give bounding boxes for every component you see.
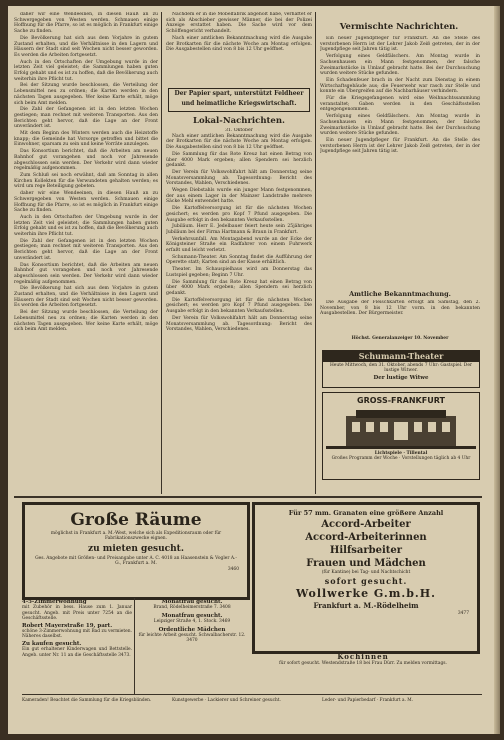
official-notice-body <box>320 300 480 330</box>
classified-text: Brand, Rödelheimerstraße 7. 3408 <box>153 605 231 611</box>
middle-column-top <box>166 12 312 86</box>
classified-text: Ein gut erhaltener Kinderwagen und Bettstelle. Angeb. unter Nr. 11 an die Geschäftsstelle 3473. <box>22 647 132 658</box>
middle-paragraph: Die Sammlung für das Rote Kreuz hat einen Betrag von über 4000 Mark ergeben; allen Spendern sei herzlich gedankt. <box>166 279 312 296</box>
workers-wanted-ad <box>252 502 480 654</box>
large-rooms-title: Große Räume <box>70 510 202 530</box>
workers-line5: Frauen und Mädchen <box>306 558 426 569</box>
large-rooms-line2: zu mieten gesucht. <box>88 543 184 554</box>
classified-text: schöne 3-Zimmerwohnung mit Bad zu vermieten. Näheres daselbst. <box>22 629 132 640</box>
middle-top-paragraph: Nach einer amtlichen Bekanntmachung wird die Ausgabe der Brotkarten für die nächste Woche am Montag erfolgen. Die Ausgabestellen sind von 8 bis 12 Uhr geöffnet. <box>166 35 312 53</box>
middle-top-paragraph: Nachdem er in die Möbelfabrik abgeholt habe, verhaftet er sich als Abschieber gewisser Männer, die bei der Polizei Anzeige erstattet haben. Die Sache wird vor dem Schöffengericht verhandelt. <box>166 12 312 35</box>
workers-company: Wollwerke G.m.b.H. <box>296 587 436 601</box>
left-column <box>14 12 158 494</box>
classified-head: Monatfrau gesucht. <box>161 600 223 605</box>
right-paragraph: Verfolgung eines Geldfälschers. Am Montag wurde in Sachsenhausen ein Mann festgenommen, der falsche Zweimarkstücke in Umlauf gebracht hatte. Bei der Durchsuchung wurden weitere Stücke gefunden. <box>320 114 480 137</box>
schumann-theater-ad <box>322 350 480 388</box>
large-rooms-code: 3460 <box>227 566 239 572</box>
left-paragraph: Mit dem Beginn des Winters werden auch die Heizstoffe knapp; die Gemeinde hat Vorsorge getroffen und bittet die Einwohner, sparsam zu sein und keine Vorräte anzulegen. <box>14 131 158 148</box>
classified-head: Ordentliche Mädchen <box>158 626 226 633</box>
classified-head: Köchinnen <box>337 652 389 661</box>
workers-line7: sofort gesucht. <box>324 576 408 587</box>
middle-paragraph: Nach einer amtlichen Bekanntmachung wird die Ausgabe der Brotkarten für die nächste Woche am Montag erfolgen. Die Ausgabestellen sind von 8 bis 12 Uhr geöffnet. <box>166 133 312 151</box>
left-paragraph: daher wir eine Wendeeinen, in diesen Hauß an zu Schwergegeben von Westen werden. Schmauen einige Hoffnung für die Pfarre, so ist es möglich in Frankfurt einige Sache zu finden. <box>14 191 158 214</box>
left-paragraph: Die Bevölkerung hat sich aus dem Vorjahre in gutem Zustand erhalten, und die Verhältnisse in den Lagern und Häusern der Stadt sind seit Wochen nicht besser geworden. Es werden die Arbeiten fortgesetzt. <box>14 286 158 309</box>
workers-city: Frankfurt a. M.-Rödelheim <box>313 601 419 611</box>
large-rooms-line1: möglichst in Frankfurt a. M.-West, welche sich als Expeditionsraum oder für Fabrikationszwecke eignen. <box>50 531 222 542</box>
classified-head: Robert Mayerstraße 19, part. <box>22 622 113 629</box>
theater-title: Schumann-Theater <box>323 351 479 362</box>
cinema-title: GROSS-FRANKFURT <box>357 396 445 405</box>
paper-saving-notice-text: Der Papier spart, unterstützt Feldheer und heimatliche Kriegswirtschaft. <box>174 90 304 107</box>
left-paragraph: daher wir eine Wendeeinen, in diesen Hauß an zu Schwergegeben von Westen werden. Schmauen einige Hoffnung für die Pfarre, so ist es möglich in Frankfurt einige Sache zu finden. <box>14 12 158 35</box>
right-paragraph: Ein Schadenfeuer brach in der Nacht zum Dienstag in einem Wirtschaftsgebäude aus; die Feuerwehr war rasch zur Stelle und konnte ein Übergreifen auf die Nachbarhäuser verhindern. <box>320 77 480 95</box>
middle-paragraph: Die Sammlung für das Rote Kreuz hat einen Betrag von über 4000 Mark ergeben; allen Spendern sei herzlich gedankt. <box>166 151 312 169</box>
left-paragraph: Zum Schluß sei noch erwähnt, daß am Sonntag in allen Kirchen Kollekten für die Verwundeten gehalten werden; es wird um rege Beteiligung gebeten. <box>14 172 158 190</box>
middle-paragraph: Die Kartoffelversorgung ist für die nächsten Wochen gesichert; es werden pro Kopf 7 Pfund ausgegeben. Die Ausgabe erfolgt in den bekannten Verkaufsstellen. <box>166 206 312 223</box>
newspaper-page <box>8 6 500 734</box>
left-paragraph: Bei der Sitzung wurde beschlossen, die Verteilung der Lebensmittel neu zu ordnen; die Karten werden in den nächsten Tagen ausgegeben. Wer keine Karte erhält, möge sich beim Amt melden. <box>14 83 158 106</box>
misc-news-heading: Vermischte Nachrichten. <box>339 22 459 32</box>
classified-text: für sofort gesucht. Westendstraße 18 bei Frau Dürr. Zu melden vormittags. <box>279 661 447 666</box>
middle-paragraph: Wegen Diebstahls wurde ein junger Mann festgenommen, der aus einem Lager in der Mainzer Landstraße mehrere Säcke Mehl entwendet hatte. <box>166 188 312 205</box>
page-binding-edge <box>494 6 500 734</box>
classified-head: Monatfrau gesucht. <box>161 612 223 619</box>
bottom-strip-left: Kameraden! Beachtet die Sammlung für die Kriegsblinden. <box>22 698 152 703</box>
right-column-body <box>320 36 480 286</box>
cinema-ad <box>322 392 480 480</box>
bottom-strip <box>22 696 492 734</box>
cinema-building-illustration <box>326 406 476 450</box>
left-paragraph: Die Bevölkerung hat sich aus dem Vorjahre in gutem Zustand erhalten, und die Verhältnisse in den Lagern und Häusern der Stadt sind seit Wochen nicht besser geworden. Es werden die Arbeiten fortgesetzt. <box>14 35 158 58</box>
paper-saving-notice <box>168 88 310 112</box>
cinema-subtitle: Lichtspiele · Tillental <box>374 451 428 456</box>
left-paragraph: Das Konsortium berichtet, daß die Arbeiten am neuen Bahnhof gut vorangehen und noch vor Jahresende abgeschlossen sein werden. Der Verkehr wird dann wieder regelmäßig aufgenommen. <box>14 149 158 172</box>
middle-paragraph: Jubiläum. Herr E. Jedelbauer feiert heute sein 25jähriges Jubiläum bei der Firma Hartmann & Braun in Frankfurt. <box>166 224 312 235</box>
left-paragraph: Auch in den Ortschaften der Umgebung wurde in der letzten Zeit viel geleistet; die Sammlungen haben guten Erfolg gehabt und es ist zu hoffen, daß die Bevölkerung auch weiterhin ihre Pflicht tut. <box>14 59 158 82</box>
large-rooms-ad <box>22 502 250 600</box>
official-notice-text: Die Ausgabe der Fleischkarten erfolgt am Samstag, den 2. November, von 8 bis 12 Uhr vorm. in den bekannten Ausgabestellen. Der Bürgermeister. <box>320 300 480 317</box>
section-rule <box>22 694 482 695</box>
right-paragraph: Ein neuer Jugendpfleger für Frankfurt. An die Stelle des verstorbenen Herrn ist der Lehrer Jakob Zeiß getreten, der in der Jugendpflege seit Jahren tätig ist. <box>320 137 480 155</box>
left-paragraph: Die Zahl der Gefangenen ist in den letzten Wochen gestiegen; man rechnet mit weiteren Transporten. Aus den Berichten geht hervor, daß die Lage an der Front unverändert ist. <box>14 238 158 261</box>
middle-paragraph: Theater. Im Schauspielhaus wird am Donnerstag das Lustspiel gegeben; Beginn 7 Uhr. <box>166 267 312 278</box>
classifieds-right <box>254 652 472 694</box>
classified-text: für leichte Arbeit gesucht. Schwalbacherstr. 12. 3470 <box>138 633 246 644</box>
bottom-strip-right: Leder- und Papierbedarf · Frankfurt a. M. <box>322 698 414 703</box>
bottom-strip-middle: Kunstgewerbe · Lackierer und Schreiner gesucht. <box>172 698 281 703</box>
workers-line2: Accord-Arbeiter <box>321 519 411 530</box>
section-rule <box>14 496 482 498</box>
left-paragraph: Das Konsortium berichtet, daß die Arbeiten am neuen Bahnhof gut vorangehen und noch vor Jahresende abgeschlossen sein werden. Der Verkehr wird dann wieder regelmäßig aufgenommen. <box>14 262 158 285</box>
column-rule <box>134 598 135 694</box>
middle-paragraph: Der Verein für Volkswohlfahrt hält am Donnerstag seine Monatsversammlung ab. Tagesordnung: Bericht des Vorstandes, Wahlen, Verschiedenes. <box>166 315 312 333</box>
left-paragraph: Bei der Sitzung wurde beschlossen, die Verteilung der Lebensmittel neu zu ordnen; die Karten werden in den nächsten Tagen ausgegeben. Wer keine Karte erhält, möge sich beim Amt melden. <box>14 310 158 333</box>
right-paragraph: Für die Kriegsgefangenen wird eine Weihnachtssammlung veranstaltet; Gaben werden in den Geschäftsstellen entgegengenommen. <box>320 96 480 113</box>
local-news-dateline: 31. Oktober <box>225 128 253 133</box>
middle-paragraph: Die Kartoffelversorgung ist für die nächsten Wochen gesichert; es werden pro Kopf 7 Pfund ausgegeben. Die Ausgabe erfolgt in den bekannten Verkaufsstellen. <box>166 297 312 315</box>
local-news-heading: Lokal-Nachrichten. <box>193 116 285 126</box>
middle-paragraph: Verkehrsunfall. Am Montagabend wurde an der Ecke der Königsteiner Straße ein Radfahrer von einem Fuhrwerk erfaßt und leicht verletzt. <box>166 236 312 254</box>
middle-paragraph: Der Verein für Volkswohlfahrt hält am Donnerstag seine Monatsversammlung ab. Tagesordnung: Bericht des Vorstandes, Wahlen, Verschiedenes. <box>166 169 312 187</box>
large-rooms-line3: Ges. Angebote mit Größen- und Preisangabe unter A. C. 4018 an Haasenstein & Vogler A.-G., Frankfurt a. M. <box>35 555 237 567</box>
classified-head: 4-5-Zimmerwohnung <box>22 600 87 605</box>
classified-text: mit Zubehör in bess. Hause zum 1. Januar gesucht. Angeb. mit Preis unter 7254 an die Geschäftsstelle. <box>22 605 132 622</box>
classified-text: Leipziger Straße 4, 1. Stock. 3469 <box>153 619 231 625</box>
theater-show: Der lustige Witwe <box>373 374 429 381</box>
classified-head: Zu kaufen gesucht. <box>22 640 82 647</box>
workers-line4: Hilfsarbeiter <box>329 545 403 556</box>
weather-line: Höchst. Generalanzeiger 10. November <box>351 336 449 341</box>
right-paragraph: Verfolgung eines Geldfälschers. Am Montag wurde in Sachsenhausen ein Mann festgenommen, der falsche Zweimarkstücke in Umlauf gebracht hatte. Bei der Durchsuchung wurden weitere Stücke gefunden. <box>320 54 480 77</box>
workers-line6: (für Kantine) bei Tag- und Nachtschicht <box>321 570 411 575</box>
theater-text: Heute Mittwoch, den 31. Oktober, abends 7 Uhr: Gastspiel. Der lustige Witwer. <box>329 363 473 374</box>
workers-line3: Accord-Arbeiterinnen <box>305 532 427 543</box>
column-rule <box>315 12 316 494</box>
left-paragraph: Auch in den Ortschaften der Umgebung wurde in der letzten Zeit viel geleistet; die Sammlungen haben guten Erfolg gehabt und es ist zu hoffen, daß die Bevölkerung auch weiterhin ihre Pflicht tut. <box>14 214 158 238</box>
middle-paragraph: Schumann-Theater. Am Sonntag findet die Aufführung der Operette statt; Karten sind an der Kasse erhältlich. <box>166 254 312 266</box>
official-notice-heading: Amtliche Bekanntmachung. <box>349 290 451 298</box>
column-rule <box>161 12 162 494</box>
classifieds-middle <box>138 600 246 694</box>
workers-code: 3477 <box>457 611 469 617</box>
workers-line1: Für 57 mm. Granaten eine größere Anzahl <box>288 509 444 517</box>
cinema-text: Großes Programm der Woche · Vorstellungen täglich ab 4 Uhr <box>331 456 471 462</box>
classifieds-left <box>22 600 132 694</box>
right-paragraph: Ein neuer Jugendpfleger für Frankfurt. An die Stelle des verstorbenen Herrn ist der Lehrer Jakob Zeiß getreten, der in der Jugendpflege seit Jahren tätig ist. <box>320 36 480 53</box>
left-paragraph: Die Zahl der Gefangenen ist in den letzten Wochen gestiegen; man rechnet mit weiteren Transporten. Aus den Berichten geht hervor, daß die Lage an der Front unverändert ist. <box>14 107 158 130</box>
middle-column-body <box>166 128 312 494</box>
